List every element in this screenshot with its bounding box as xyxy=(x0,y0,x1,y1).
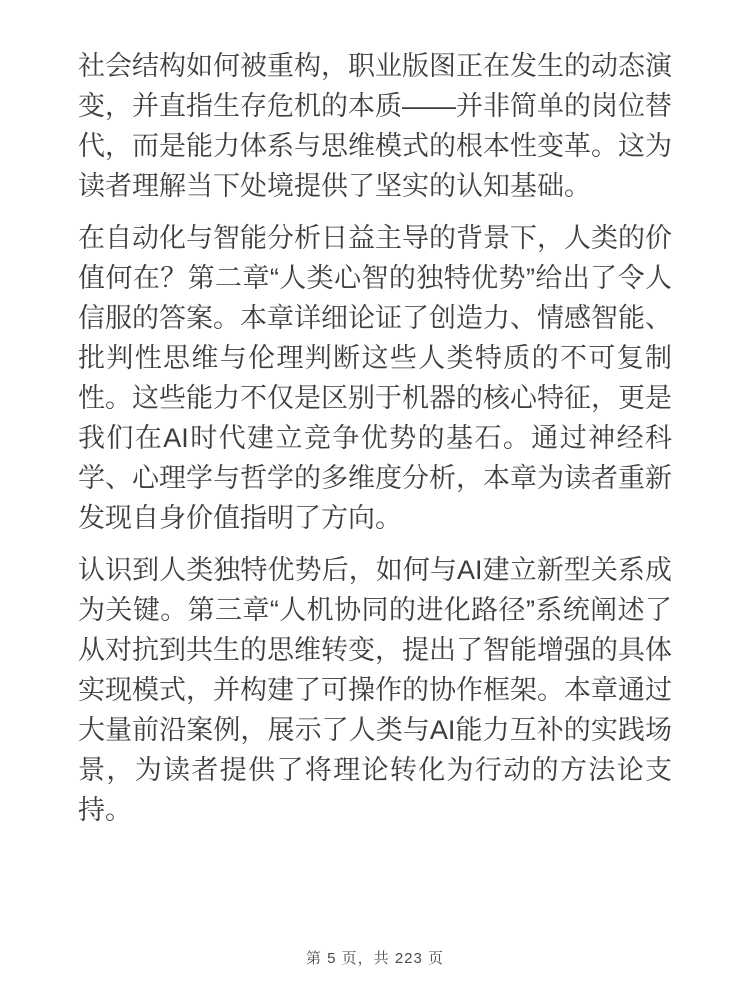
page-footer xyxy=(0,947,750,968)
paragraph-1: 社会结构如何被重构，职业版图正在发生的动态演变，并直指生存危机的本质——并非简单的岗位替代，而是能力体系与思维模式的根本性变革。这为读者理解当下处境提供了坚实的认知基础。 xyxy=(78,51,672,201)
paragraph-2: 在自动化与智能分析日益主导的背景下，人类的价值何在？第二章“人类心智的独特优势”给出了令人信服的答案。本章详细论证了创造力、情感智能、批判性思维与伦理判断这些人类特质的不可复制性。这些能力不仅是区别于机器的核心特征，更是我们在AI时代建立竞争优势的基石。通过神经科学、心理学与哲学的多维度分析，本章为读者重新发现自身价值指明了方向。 xyxy=(78,223,672,533)
paragraph-3: 认识到人类独特优势后，如何与AI建立新型关系成为关键。第三章“人机协同的进化路径”系统阐述了从对抗到共生的思维转变，提出了智能增强的具体实现模式，并构建了可操作的协作框架。本章通过大量前沿案例，展示了人类与AI能力互补的实践场景，为读者提供了将理论转化为行动的方法论支持。 xyxy=(78,555,672,825)
page-number-indicator: 第 5 页，共 223 页 xyxy=(305,950,445,967)
